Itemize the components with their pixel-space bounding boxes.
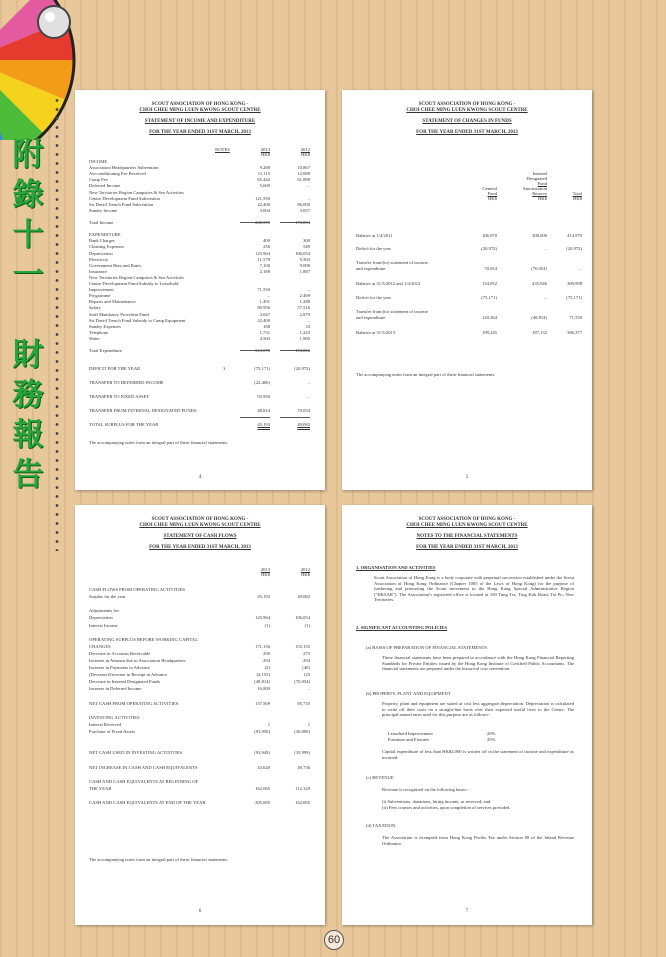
- policy-d-text: The Association is exempted from Hong Kong Profits Tax under Section 88 of the Inland Revenue Ordinance.: [382, 835, 574, 846]
- total-value: 414,970: [567, 233, 582, 238]
- deficit-note: 3: [223, 366, 226, 371]
- row-value-2012: (1): [304, 622, 310, 628]
- transfer-fixed-2012: –: [307, 394, 310, 399]
- row-label: INVESTING ACTIVITIES: [89, 714, 140, 720]
- amort-header-2: Reserve: [532, 191, 547, 196]
- page-number: 4: [198, 475, 202, 480]
- row-label: Increase in Payments in Advance: [89, 665, 150, 671]
- amort-header-1: Amortization: [522, 186, 547, 191]
- total-value: 386,377: [567, 330, 582, 335]
- transfer-deferred-label: TRANSFER TO DEFERRED INCOME: [89, 380, 164, 385]
- total-value: (20,972): [566, 246, 582, 251]
- internal-header-1: Internal: [532, 171, 547, 176]
- total-value: 71,550: [569, 315, 582, 320]
- row-value-2012: 9,503: [299, 256, 310, 262]
- row-value-2013: 294: [263, 658, 270, 663]
- row-label: Sundry Expenses: [89, 323, 121, 329]
- row-value-2013: 11,115: [257, 171, 270, 177]
- row-label: Increase in Deferred Income: [89, 686, 142, 692]
- row-value-2013: 256: [263, 244, 270, 250]
- row-value-2012: 1,288: [299, 299, 310, 305]
- row-value-2013: 121,550: [255, 195, 270, 201]
- row-label: OPERATING SURPLUS BEFORE WORKING CAPITAL: [89, 636, 199, 642]
- row-label: NET CASH USED IN INVESTING ACTIVITIES: [89, 750, 183, 756]
- row-value-2013: 5,600: [259, 183, 270, 189]
- policy-a-text: These financial statements have been prepared in accordance with the Hong Kong Financial Reporting Standards for Private Entities issued by the Hong Kong Institute of Certified Public Accountants. The financial statements are prepared under the historical cost convention.: [382, 655, 574, 672]
- general-fund-value: 106,970: [482, 233, 497, 238]
- policy-c-item-i: (i) Subventions, donations, hiring income, as received; and: [382, 799, 491, 804]
- row-value-2013: (93,950): [254, 729, 270, 734]
- row-label: Repairs and Maintenance: [89, 299, 136, 305]
- row-value-2012: 10,867: [297, 165, 310, 171]
- row-label: Total Expenditure: [89, 348, 122, 354]
- row-label: Telephone: [89, 329, 109, 335]
- footnote: The accompanying notes form an integral part of these financial statements.: [89, 440, 229, 445]
- side-title-char: 附: [12, 137, 44, 173]
- row-label: NET CASH FROM OPERATING ACTIVITIES: [89, 700, 179, 706]
- color-wheel-decoration: [0, 0, 80, 140]
- notes-page: [342, 505, 592, 925]
- row-value-2013: 9,288: [259, 165, 270, 171]
- row-label: New Territories Region Campsites & Sea Activities: [89, 274, 184, 280]
- wheel-hub: [38, 6, 70, 38]
- row-label: Sir David Trench Fund Subsidy to Camp Equipment: [89, 317, 186, 323]
- page-number: 7: [465, 909, 469, 914]
- row-label: Decrease in Accounts Receivable: [89, 650, 151, 656]
- row-value-2013: (2,155): [256, 672, 270, 678]
- side-title-char: 一: [12, 257, 44, 293]
- row-value-2012: 3,057: [299, 207, 310, 213]
- row-label: Sir David Trench Fund Subvention: [89, 201, 154, 207]
- row-value-2013: 238,399: [255, 220, 270, 225]
- income-expenditure-page: [75, 90, 325, 490]
- statement-title: STATEMENT OF CHANGES IN FUNDS: [422, 119, 512, 124]
- row-value-2012: 49,082: [297, 594, 310, 600]
- row-label: Depreciation: [89, 250, 113, 256]
- row-value-2012: 86,000: [297, 201, 310, 207]
- rule: [240, 417, 270, 418]
- row-label: Deferred Income: [89, 183, 121, 189]
- col-2013: 2013: [260, 567, 270, 572]
- row-label: Transfer from/(to) statement of income: [356, 309, 428, 314]
- row-value-2012: 12,080: [297, 171, 310, 177]
- row-value-2012: 155,135: [295, 643, 310, 649]
- total-value: 389,998: [567, 281, 582, 286]
- row-value-2012: 61,890: [297, 177, 310, 183]
- row-label: Programme: [89, 293, 111, 299]
- reserve-value: –: [544, 295, 547, 300]
- side-title-char: 務: [12, 377, 44, 413]
- row-value-2013: 125,964: [255, 615, 270, 621]
- row-label: THE YEAR: [89, 785, 112, 791]
- row-label: and expenditure: [356, 315, 386, 320]
- row-value-2013: 188: [263, 323, 270, 329]
- org-name: SCOUT ASSOCIATION OF HONG KONG -: [151, 517, 249, 522]
- general-fund-value: 199,245: [482, 330, 497, 335]
- row-label: Transfer from/(to) statement of income: [356, 260, 428, 265]
- policy-c-item-ii: (ii) Fees courses and activities, upon completion of services provided.: [382, 805, 511, 810]
- row-label: Insurance: [89, 268, 107, 274]
- row-value-2012: –: [307, 195, 310, 201]
- row-value-2013: (93,949): [254, 750, 270, 756]
- row-label: Surplus for the year: [89, 594, 126, 600]
- row-label: Balance at 1/4/2011: [356, 233, 393, 238]
- row-value-2012: 2,879: [299, 311, 310, 317]
- row-label: Depreciation: [89, 615, 113, 621]
- row-value-2013: 45,193: [257, 594, 270, 600]
- row-label: Electricity: [89, 256, 109, 262]
- currency-2013: HK$: [261, 572, 270, 577]
- reserve-value: (48,814): [531, 315, 547, 320]
- row-value-2012: 125: [303, 672, 310, 678]
- row-value-2013: 80,956: [257, 305, 270, 311]
- general-fund-value: 154,052: [482, 281, 497, 286]
- general-fund-header-1: General: [482, 186, 497, 191]
- row-label: Increase in Amount due to Association Headquarters: [89, 658, 186, 663]
- centre-name: CHOI CHEE MING LUEN KWONG SCOUT CENTRE: [406, 108, 528, 113]
- row-value-2012: 1: [307, 721, 310, 727]
- row-value-2012: 294: [303, 658, 310, 663]
- notes-period: FOR THE YEAR ENDED 31ST MARCH, 2013: [416, 545, 518, 550]
- policy-c-heading: (c) REVENUE: [366, 775, 394, 780]
- row-label: (Decrease)/Increase in Receipt in Advance: [89, 672, 168, 678]
- row-value-2013: –: [267, 293, 270, 299]
- row-value-2013: 11,578: [257, 256, 270, 262]
- row-value-2013: 3,004: [259, 207, 270, 213]
- transfer-internal-2013: 48,814: [257, 408, 270, 413]
- side-title-char: 告: [12, 457, 44, 493]
- reserve-value: (70,054): [531, 266, 547, 271]
- internal-header-2: Designated: [526, 176, 547, 181]
- col-2013: 2013: [260, 147, 270, 152]
- row-value-2013: 1,491: [259, 299, 270, 305]
- row-label: Decrease in Internal Designated Funds: [89, 679, 161, 685]
- centre-name: CHOI CHEE MING LUEN KWONG SCOUT CENTRE: [406, 523, 528, 528]
- row-label: Government Rent and Rates: [89, 262, 141, 268]
- notes-title: NOTES TO THE FINANCIAL STATEMENTS: [416, 534, 518, 539]
- row-value-2012: 106,054: [295, 615, 310, 621]
- policy-b-text: Property, plant and equipment are stated at cost less aggregate depreciation. Depreciation is calculated to write off their costs on a straight-line basis over their expected useful lives to the Centre. The principal annual rates used for this purpose are as follows:-: [382, 701, 574, 718]
- row-value-2012: 106,054: [295, 250, 310, 256]
- row-value-2013: 4,503: [259, 335, 270, 341]
- row-value-2013: 290: [263, 650, 270, 656]
- row-value-2012: 2,469: [299, 293, 310, 299]
- transfer-deferred-2012: –: [307, 380, 310, 385]
- row-value-2012: 300: [303, 238, 310, 244]
- row-value-2012: –: [307, 183, 310, 189]
- row-value-2013: 22,400: [257, 317, 270, 323]
- row-value-2012: –: [307, 686, 310, 692]
- row-value-2013: 137,569: [255, 700, 270, 706]
- general-fund-value: 120,364: [482, 315, 497, 320]
- row-value-2013: (1): [264, 622, 270, 628]
- row-value-2012: 275: [303, 650, 310, 656]
- total-surplus-2013: 45,193: [257, 422, 270, 427]
- row-label: CHANGES: [89, 643, 111, 649]
- row-value-2013: 1: [267, 721, 270, 727]
- deficit-label: DEFICIT FOR THE YEAR: [89, 366, 141, 371]
- row-label: CASH FLOWS FROM OPERATING ACTIVITIES: [89, 587, 185, 592]
- total-surplus-2012: 49,082: [297, 422, 310, 427]
- org-name: SCOUT ASSOCIATION OF HONG KONG -: [418, 517, 516, 522]
- org-name: SCOUT ASSOCIATION OF HONG KONG -: [418, 102, 516, 107]
- cash-flows-page: [75, 505, 325, 925]
- row-value-2012: 112,329: [295, 785, 310, 791]
- col-2012: 2012: [300, 567, 310, 572]
- row-label: Centre Development Fund Subvention: [89, 195, 160, 201]
- policy-a-heading: (a) BASIS OF PREPARATION OF FINANCIAL STATEMENTS: [366, 645, 488, 650]
- policy-b-text-2: Capital expenditure of less than HK$2,000 is written off in the statement of income and expenditure as incurred.: [382, 749, 574, 760]
- row-value-2012: –: [307, 317, 310, 323]
- centre-name: CHOI CHEE MING LUEN KWONG SCOUT CENTRE: [139, 523, 261, 528]
- transfer-fixed-label: TRANSFER TO FIXED ASSET: [89, 394, 150, 399]
- currency-2012: HK$: [301, 152, 310, 157]
- row-value-2013: 171,156: [255, 643, 270, 649]
- row-value-2013: 313,570: [255, 348, 270, 354]
- row-label: and expenditure: [356, 266, 386, 271]
- policy-c-text: Revenue is recognised on the following bases:-: [382, 787, 469, 792]
- currency-2013: HK$: [261, 152, 270, 157]
- row-value-2012: 1,905: [299, 335, 310, 341]
- page-number: 5: [465, 475, 469, 480]
- row-label: Interest Income: [89, 622, 118, 628]
- row-value-2013: 65,442: [257, 177, 270, 183]
- row-value-2012: 85,735: [297, 700, 310, 706]
- org-name: SCOUT ASSOCIATION OF HONG KONG -: [151, 102, 249, 107]
- row-label: Cleaning Expenses: [89, 244, 125, 250]
- general-fund-value: 70,054: [484, 266, 497, 271]
- general-fund-header-2: Fund: [487, 191, 497, 196]
- page-number: 6: [198, 909, 202, 914]
- statement-period: FOR THE YEAR ENDED 31ST MARCH, 2013: [149, 130, 251, 135]
- wheel-hub-highlight: [45, 12, 55, 22]
- transfer-fixed-2013: 93,950: [257, 394, 270, 399]
- row-label: Deficit for the year: [356, 295, 392, 300]
- statement-period: FOR THE YEAR ENDED 31ST MARCH, 2013: [149, 545, 251, 550]
- policy-d-heading: (d) TAXATION: [366, 823, 396, 828]
- rate-value-2: 25%: [487, 737, 496, 742]
- amort-header-3: HK$: [538, 196, 547, 201]
- general-fund-header-3: HK$: [488, 196, 497, 201]
- statement-title: STATEMENT OF INCOME AND EXPENDITURE: [144, 119, 256, 124]
- row-value-2012: 162,065: [295, 800, 310, 805]
- row-label: Centre Development Fund Subsidy to Leasehold: [89, 281, 179, 286]
- row-label: NET INCREASE IN CASH AND CASH EQUIVALENTS: [89, 764, 198, 770]
- row-value-2012: 49,736: [297, 764, 310, 770]
- row-label: INCOME: [89, 159, 108, 164]
- row-value-2012: 1,887: [299, 268, 310, 274]
- row-label: Interest Received: [89, 721, 122, 727]
- row-label: New Territories Region Campsites & Sea Activities: [89, 189, 184, 195]
- rule: [280, 222, 310, 223]
- row-value-2013: 1,731: [259, 329, 270, 335]
- row-value-2012: (35,999): [294, 750, 310, 756]
- deficit-2013: (75,171): [254, 366, 270, 371]
- dotted-border: [55, 96, 59, 551]
- row-value-2013: (48,814): [254, 679, 270, 685]
- transfer-deferred-2013: (22,400): [254, 380, 270, 385]
- transfer-internal-2012: 70,054: [297, 408, 310, 413]
- row-label: Water: [89, 335, 100, 341]
- reserve-value: 187,132: [532, 330, 547, 335]
- internal-header-3: Fund: [537, 181, 547, 186]
- row-label: Balance at 31/3/2013: [356, 330, 396, 335]
- section-1-heading: 1. ORGANISATION AND ACTIVITIES: [356, 565, 436, 570]
- row-value-2013: 16,800: [257, 686, 270, 692]
- footnote: The accompanying notes form an integral part of these financial statements.: [89, 857, 229, 862]
- side-title-char: 十: [12, 217, 44, 253]
- footnote: The accompanying notes form an integral part of these financial statements.: [356, 372, 496, 377]
- notes-header: NOTES: [215, 147, 230, 152]
- row-value-2013: 2,188: [259, 268, 270, 274]
- row-value-2013: 125,964: [255, 250, 270, 256]
- section-1-text: Scout Association of Hong Kong is a body corporate with perpetual succession established under the Scout Association of Hong Kong Ordinance (Chapter 1005 of the Laws of Hong Kong) for the purpose of furthering and promoting the Scout movement in the Hong Kong Special Administrative Region ("HKSAR"). The Association's registered office is located at 100 Tung Tsz, Ting Kok Road, Tai Po, New Territories.: [374, 575, 574, 603]
- policy-b-heading: (b) PROPERTY, PLANT AND EQUIPMENT: [366, 691, 451, 696]
- row-value-2013: 43,620: [257, 764, 270, 770]
- row-value-2012: (36,000): [294, 729, 310, 734]
- row-value-2012: 549: [303, 244, 310, 250]
- col-2012: 2012: [300, 147, 310, 152]
- row-label: Association Headquarters Subvention: [89, 165, 159, 171]
- row-value-2013: 71,550: [257, 287, 270, 293]
- row-value-2013: (2): [264, 665, 270, 671]
- statement-title: STATEMENT OF CASH FLOWS: [163, 534, 237, 539]
- reserve-value: –: [544, 246, 547, 251]
- total-value: (75,171): [566, 295, 582, 300]
- currency-2012: HK$: [301, 572, 310, 577]
- statement-period: FOR THE YEAR ENDED 31ST MARCH, 2013: [416, 130, 518, 135]
- transfer-internal-label: TRANSFER FROM INTERNAL DESIGNATED FUNDS: [89, 408, 197, 413]
- page-number-badge: 60: [324, 930, 344, 950]
- reserve-value: 308,000: [532, 233, 547, 238]
- rate-item-2: Furniture and Fixtures: [388, 737, 430, 742]
- row-label: Improvement: [89, 287, 114, 293]
- row-label: Bank Charges: [89, 238, 115, 244]
- row-value-2012: 33: [305, 323, 310, 329]
- row-label: Total Income: [89, 220, 114, 225]
- total-header-2: HK$: [573, 196, 582, 201]
- row-label: Salary: [89, 305, 101, 311]
- row-value-2013: 7,100: [259, 262, 270, 268]
- row-value-2012: 9,000: [299, 262, 310, 268]
- rate-item-1: Leasehold Improvement: [388, 731, 433, 736]
- centre-name: CHOI CHEE MING LUEN KWONG SCOUT CENTRE: [139, 108, 261, 113]
- row-value-2013: 205,685: [255, 800, 270, 805]
- row-value-2013: 22,400: [257, 201, 270, 207]
- general-fund-value: (20,972): [481, 246, 497, 251]
- row-label: CASH AND CASH EQUIVALENTS AT BEGINNING OF: [89, 778, 199, 784]
- total-value: –: [579, 266, 582, 271]
- row-label: Adjustments for:: [89, 608, 121, 614]
- row-label: Balance at 31/3/2012 and 1/4/2012: [356, 281, 421, 286]
- rule: [280, 350, 310, 351]
- row-value-2012: (70,054): [294, 679, 310, 685]
- row-value-2012: 57,516: [297, 305, 310, 311]
- row-value-2013: 3,047: [259, 311, 270, 317]
- row-label: CASH AND CASH EQUIVALENTS AT END OF THE YEAR: [89, 800, 206, 805]
- row-label: Camp Fee: [89, 177, 108, 183]
- row-value-2013: 162,065: [255, 785, 270, 791]
- side-title-char: 錄: [12, 177, 44, 213]
- row-label: Sundry Income: [89, 207, 118, 213]
- row-value-2012: (40): [302, 665, 310, 671]
- deficit-2012: (20,972): [294, 366, 310, 371]
- rule: [240, 222, 270, 223]
- general-fund-value: (75,171): [481, 295, 497, 300]
- row-label: Air-conditioning Fee Received: [89, 171, 146, 177]
- changes-in-funds-page: [342, 90, 592, 490]
- row-value-2012: –: [307, 287, 310, 293]
- side-title-char: 財: [12, 337, 44, 373]
- row-label: EXPENDITURE: [89, 232, 121, 238]
- rate-value-1: 20%: [487, 731, 496, 736]
- row-value-2012: 1,243: [299, 329, 310, 335]
- rule: [280, 417, 310, 418]
- rule: [240, 350, 270, 351]
- section-2-heading: 2. SIGNIFICANT ACCOUNTING POLICIES: [356, 625, 448, 630]
- row-value-2012: 173,894: [295, 220, 310, 225]
- side-title-char: 報: [12, 417, 44, 453]
- row-value-2013: 400: [263, 238, 270, 244]
- row-value-2012: 194,866: [295, 348, 310, 354]
- row-label: Staff Mandatory Provident Fund: [89, 311, 149, 317]
- reserve-value: 235,946: [532, 281, 547, 286]
- row-label: Purchase of Fixed Assets: [89, 729, 136, 734]
- row-label: Deficit for the year: [356, 246, 392, 251]
- total-surplus-label: TOTAL SURPLUS FOR THE YEAR: [89, 422, 159, 427]
- total-header-1: Total: [572, 191, 582, 196]
